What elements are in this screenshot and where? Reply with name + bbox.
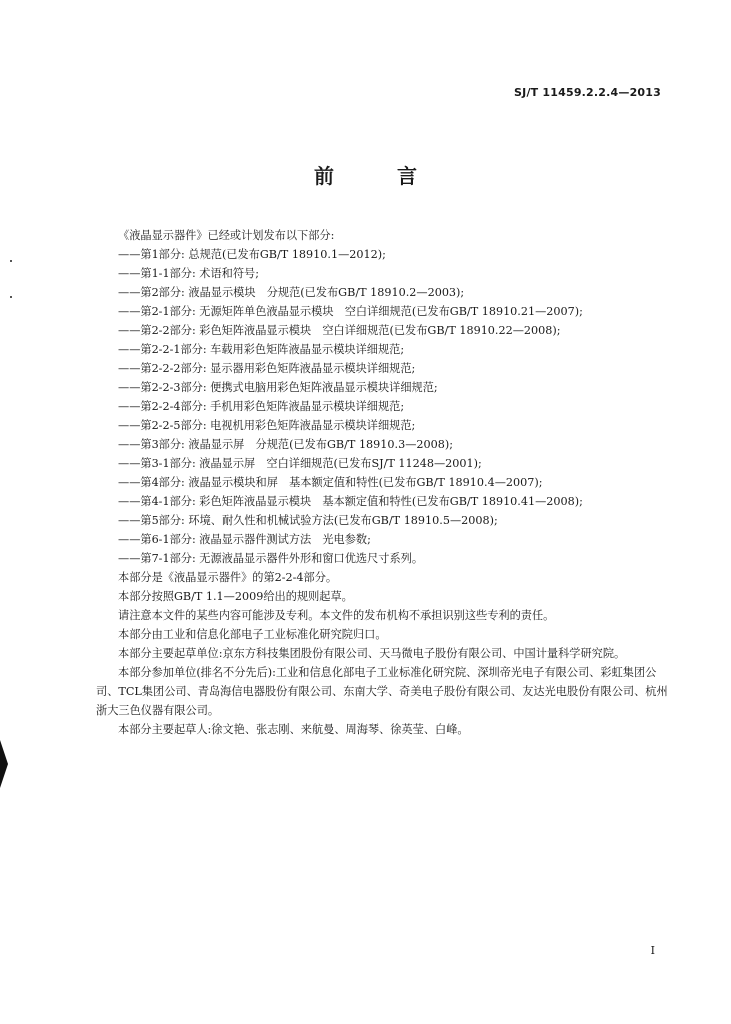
part-item: ——第4部分: 液晶显示模块和屏 基本额定值和特性(已发布GB/T 18910.4—2007);: [118, 476, 543, 489]
document-body: [96, 226, 676, 739]
part-item: ——第5部分: 环境、耐久性和机械试验方法(已发布GB/T 18910.5—2008);: [118, 514, 498, 527]
part-item: ——第2部分: 液晶显示模块 分规范(已发布GB/T 18910.2—2003);: [118, 286, 465, 299]
part-item: ——第4-1部分: 彩色矩阵液晶显示模块 基本额定值和特性(已发布GB/T 18910.41—2008);: [118, 495, 583, 508]
paragraph: 本部分主要起草人:徐文艳、张志刚、来航曼、周海琴、徐英莹、白峰。: [118, 723, 469, 736]
scan-speck: [10, 260, 12, 262]
paragraph: 本部分主要起草单位:京东方科技集团股份有限公司、天马微电子股份有限公司、中国计量科学研究院。: [118, 647, 626, 660]
part-item: ——第2-2-1部分: 车载用彩色矩阵液晶显示模块详细规范;: [118, 343, 405, 356]
scan-edge-mark: [0, 740, 8, 788]
paragraph: 本部分由工业和信息化部电子工业标准化研究院归口。: [118, 628, 387, 641]
paragraph: 本部分是《液晶显示器件》的第2-2-4部分。: [118, 571, 338, 584]
page-number: I: [650, 944, 655, 957]
paragraph: 本部分按照GB/T 1.1—2009给出的规则起草。: [118, 590, 353, 603]
part-item: ——第6-1部分: 液晶显示器件测试方法 光电参数;: [118, 533, 371, 546]
part-item: ——第2-2-5部分: 电视机用彩色矩阵液晶显示模块详细规范;: [118, 419, 416, 432]
paragraph: 本部分参加单位(排名不分先后):工业和信息化部电子工业标准化研究院、深圳帝光电子有限公司、彩虹集团公司、TCL集团公司、青岛海信电器股份有限公司、东南大学、奇美电子股份有限公司、友达光电股份有限公司、杭州浙大三色仪器有限公司。: [96, 666, 668, 717]
part-item: ——第2-2-3部分: 便携式电脑用彩色矩阵液晶显示模块详细规范;: [118, 381, 438, 394]
part-item: ——第2-2-4部分: 手机用彩色矩阵液晶显示模块详细规范;: [118, 400, 405, 413]
part-item: ——第3-1部分: 液晶显示屏 空白详细规范(已发布SJ/T 11248—2001);: [118, 457, 482, 470]
scan-speck: [10, 296, 12, 298]
part-item: ——第2-2部分: 彩色矩阵液晶显示模块 空白详细规范(已发布GB/T 18910.22—2008);: [118, 324, 561, 337]
part-item: ——第2-1部分: 无源矩阵单色液晶显示模块 空白详细规范(已发布GB/T 18910.21—2007);: [118, 305, 583, 318]
part-item: ——第3部分: 液晶显示屏 分规范(已发布GB/T 18910.3—2008);: [118, 438, 453, 451]
standard-code: SJ/T 11459.2.2.4—2013: [514, 86, 661, 99]
part-item: ——第2-2-2部分: 显示器用彩色矩阵液晶显示模块详细规范;: [118, 362, 416, 375]
paragraph: 请注意本文件的某些内容可能涉及专利。本文件的发布机构不承担识别这些专利的责任。: [118, 609, 555, 622]
part-item: ——第7-1部分: 无源液晶显示器件外形和窗口优选尺寸系列。: [118, 552, 424, 565]
page-title: 前 言: [314, 164, 445, 188]
part-item: ——第1-1部分: 术语和符号;: [118, 267, 259, 280]
part-item: ——第1部分: 总规范(已发布GB/T 18910.1—2012);: [118, 248, 386, 261]
intro-line: 《液晶显示器件》已经或计划发布以下部分:: [118, 229, 335, 242]
